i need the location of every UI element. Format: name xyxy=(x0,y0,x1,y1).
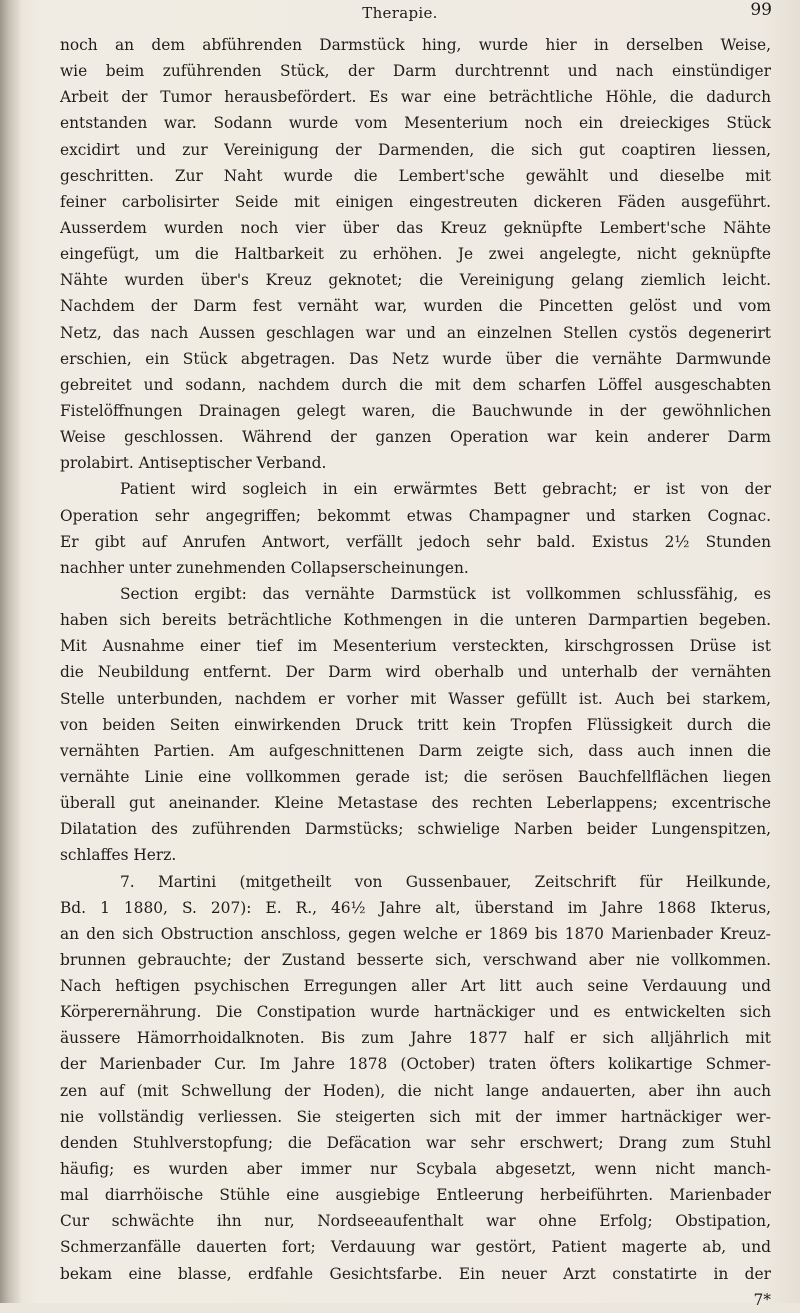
page-number: 99 xyxy=(750,0,772,20)
text-line: entstanden war. Sodann wurde vom Mesenterium noch ein dreieckiges Stück xyxy=(60,114,771,133)
signature-mark: 7* xyxy=(753,1290,771,1309)
text-line: noch an dem abführenden Darmstück hing, wurde hier in derselben Weise, xyxy=(60,36,771,54)
text-line: überall gut aneinander. Kleine Metastase des rechten Leberlappens; excentrische xyxy=(60,794,771,813)
text-line: nie vollständig verliessen. Sie steigerten sich mit der immer hartnäckiger wer- xyxy=(60,1107,771,1126)
text-line: feiner carbolisirter Seide mit einigen eingestreuten dickeren Fäden ausgeführt. xyxy=(60,192,771,211)
text-line: Stelle unterbunden, nachdem er vorher mit Wasser gefüllt ist. Auch bei starkem, xyxy=(60,689,771,708)
text-line: äussere Hämorrhoidalknoten. Bis zum Jahre 1877 half er sich alljährlich mit xyxy=(60,1029,771,1048)
text-line: der Marienbader Cur. Im Jahre 1878 (October) traten öfters kolikartige Schmer- xyxy=(60,1055,771,1074)
text-line: erschien, ein Stück abgetragen. Das Netz wurde über die vernähte Darmwunde xyxy=(60,349,771,368)
text-line: Körperernährung. Die Constipation wurde hartnäckiger und es entwickelten sich xyxy=(60,1003,771,1022)
text-line: Bd. 1 1880, S. 207): E. R., 46½ Jahre alt, überstand im Jahre 1868 Ikterus, xyxy=(60,898,771,917)
text-line: zen auf (mit Schwellung der Hoden), die nicht lange andauerten, aber ihn auch xyxy=(60,1081,771,1100)
text-line: Cur schwächte ihn nur, Nordseeaufenthalt war ohne Erfolg; Obstipation, xyxy=(60,1212,771,1231)
text-line: haben sich bereits beträchtliche Kothmengen in die unteren Darmpartien begeben. xyxy=(60,611,771,630)
page-header xyxy=(0,2,800,28)
text-line: an den sich Obstruction anschloss, gegen welche er 1869 bis 1870 Marienbader Kreuz- xyxy=(60,924,771,943)
text-line: Nähte wurden über's Kreuz geknotet; die Vereinigung gelang ziemlich leicht. xyxy=(60,271,771,290)
text-line: brunnen gebrauchte; der Zustand besserte sich, verschwand aber nie vollkommen. xyxy=(60,950,771,969)
text-line: 7. Martini (mitgetheilt von Gussenbauer, Zeitschrift für Heilkunde, xyxy=(120,872,771,891)
text-line: Fistelöffnungen Drainagen gelegt waren, die Bauchwunde in der gewöhnlichen xyxy=(60,401,771,420)
text-line: Operation sehr angegriffen; bekommt etwas Champagner und starken Cognac. xyxy=(60,506,771,525)
text-line: excidirt und zur Vereinigung der Darmenden, die sich gut coaptiren liessen, xyxy=(60,140,771,159)
text-line: Ausserdem wurden noch vier über das Kreuz geknüpfte Lembert'sche Nähte xyxy=(60,218,771,237)
text-line: bekam eine blasse, erdfahle Gesichtsfarbe. Ein neuer Arzt constatirte in der xyxy=(60,1264,771,1283)
text-line: die Neubildung entfernt. Der Darm wird oberhalb und unterhalb der vernähten xyxy=(60,663,771,682)
text-line: häufig; es wurden aber immer nur Scybala abgesetzt, wenn nicht manch- xyxy=(60,1160,771,1179)
text-line: wie beim zuführenden Stück, der Darm durchtrennt und nach einstündiger xyxy=(60,62,771,81)
text-line: Dilatation des zuführenden Darmstücks; schwielige Narben beider Lungenspitzen, xyxy=(60,820,771,839)
text-line: Er gibt auf Anrufen Antwort, verfällt jedoch sehr bald. Existus 2½ Stunden xyxy=(60,532,771,551)
text-line: Arbeit der Tumor herausbefördert. Es war eine beträchtliche Höhle, die dadurch xyxy=(60,88,771,107)
text-line: denden Stuhlverstopfung; die Defäcation war sehr erschwert; Drang zum Stuhl xyxy=(60,1133,771,1152)
running-head: Therapie. xyxy=(362,4,438,22)
body-text xyxy=(60,32,771,1313)
text-line: prolabirt. Antiseptischer Verband. xyxy=(60,454,327,473)
text-line: geschritten. Zur Naht wurde die Lembert'sche gewählt und dieselbe mit xyxy=(60,166,771,185)
text-line: Patient wird sogleich in ein erwärmtes Bett gebracht; er ist von der xyxy=(120,480,771,499)
text-line: von beiden Seiten einwirkenden Druck tritt kein Tropfen Flüssigkeit durch die xyxy=(60,715,771,734)
text-line: vernähte Linie eine vollkommen gerade ist; die serösen Bauchfellflächen liegen xyxy=(60,767,771,786)
text-line: Section ergibt: das vernähte Darmstück ist vollkommen schlussfähig, es xyxy=(120,584,771,603)
text-line: Schmerzanfälle dauerten fort; Verdauung war gestört, Patient magerte ab, und xyxy=(60,1238,771,1257)
text-line: Weise geschlossen. Während der ganzen Operation war kein anderer Darm xyxy=(60,428,771,447)
text-line: Nachdem der Darm fest vernäht war, wurden die Pincetten gelöst und vom xyxy=(60,297,771,316)
text-line: nachher unter zunehmenden Collapserscheinungen. xyxy=(60,558,469,577)
page-gutter-shadow xyxy=(0,0,22,1303)
text-line: mal diarrhöische Stühle eine ausgiebige Entleerung herbeiführten. Marienbader xyxy=(60,1186,771,1205)
text-line: schlaffes Herz. xyxy=(60,846,177,865)
text-line: gebreitet und sodann, nachdem durch die mit dem scharfen Löffel ausgeschabten xyxy=(60,375,771,394)
text-line: Nach heftigen psychischen Erregungen aller Art litt auch seine Verdauung und xyxy=(60,977,771,996)
text-line: vernähten Partien. Am aufgeschnittenen Darm zeigte sich, dass auch innen die xyxy=(60,741,771,760)
text-line: eingefügt, um die Haltbarkeit zu erhöhen. Je zwei angelegte, nicht geknüpfte xyxy=(60,245,771,264)
text-line: Mit Ausnahme einer tief im Mesenterium versteckten, kirschgrossen Drüse ist xyxy=(60,637,771,656)
text-line: Netz, das nach Aussen geschlagen war und an einzelnen Stellen cystös degenerirt xyxy=(60,323,771,342)
